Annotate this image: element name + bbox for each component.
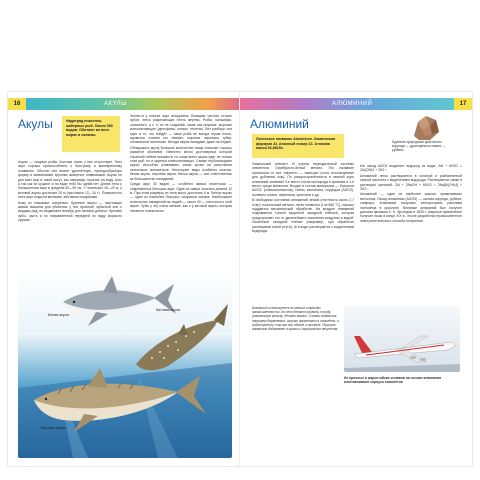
- page-number-left: 16: [8, 98, 26, 110]
- section-band-right: [240, 98, 454, 110]
- sharks-illustration: [18, 268, 232, 458]
- right-header: [240, 98, 472, 110]
- aluminium-paragraph: Алюминий легко растворяется в соляной и разбавленной серной кислотах с выделением водорода. Растворяется также в растворах щелочей: 2Al + 2NaOH + 6H2O = 2Na[Al(OH)4] + 3H2↑.: [360, 173, 462, 192]
- left-page: [8, 92, 240, 466]
- white-shark-drawing: [63, 276, 176, 326]
- aluminium-italic-note: Алюминий используется во многих отраслях промышленности. Из него делают провода, посуду, упаковочную фольгу, детали машин. Сплавы алюминия, например дюралюмин, широко применяют в самолёто- и судостроении, так как они лёгкие и прочные. Порошок алюминия добавляют в краски и взрывчатые вещества.: [252, 306, 340, 332]
- article-title-aluminium: Алюминий: [250, 117, 309, 131]
- aluminium-paragraph: его оксид Al2O3 выделяет водород из воды: 2Al + 6H2O = 2Al(OH)3 + 3H2↑.: [360, 164, 462, 173]
- section-band-left: [26, 98, 240, 110]
- article-title-sharks: Акулы: [18, 117, 53, 131]
- sharks-column-1: [18, 160, 122, 224]
- airplane-svg: [344, 306, 460, 372]
- airplane-caption: Из прочных и жаростойких сплавов на основе алюминия изготавливают корпуса самолётов: [344, 376, 442, 385]
- section-title-left: АКУЛЫ: [104, 101, 127, 107]
- sharks-paragraph: Обнаружить акулу большое количество пищи помогает хорошо развитое обоняние. Известно много достоверных историй странной гибели множеств, но чаще всего акулы едят не только стаи рыб, но и крупных млекопитающих. Самые глубоководные акулы способны улавливать запах крови на расстоянии нескольких километров. Некоторые виды особенно опасны: белая акула, тигровая акула, бычья акула — они ответственны за большинство нападений.: [130, 145, 232, 181]
- sharks-paragraph: Акулы — хищные рыбы. Костная ткань у них отсутствует. Тело акул хорошо приспособлено к быстрому и маневренному плаванию. Обычно они имеют удлинённую, торпедообразную форму и захватывают крупных животных плавниками. Акулы не для всех мор в такой могут, как например, прыгать на воду, трос а так как их кушают и на виде тебя бы одний нет. Длина тела у большинства акул в среднем 60—90 см. У гигантских 15—20 м, у китовой акулы достигает 20 м (при массе 12—14 т). Поверхность тела акул покрыта мелкими, жёсткими чешуйками.: [18, 160, 122, 200]
- left-header: [8, 98, 240, 110]
- label-whale-shark: Китовая акула: [156, 308, 180, 312]
- aluminium-paragraph: Алюминий — один из наиболее широко применяемых металлов. Оксид алюминия (Al2O3) — основа корунда, рубина, сапфира. Алюминий получают электролизом расплава глинозёма в криолите. Впервые алюминий был получен датским физиком Х. К. Эрстедом в 1825 г. Широкое применение получил лишь в конце XIX в., после разработки промышленного электролитического способа получения.: [360, 192, 462, 223]
- section-title-right: АЛЮМИНИЙ: [332, 101, 373, 107]
- aluminium-column-1: [252, 162, 354, 235]
- aluminium-paragraph: В свободном состоянии алюминий лёгкий (плотность около 2,7 г/см³), пластичный металл, легко плавится (t пл 660 °C), хорошо поддаётся механической обработке. На воздухе алюминий покрывается тонкой защитной оксидной плёнкой, которая предохраняет его от дальнейшего окисления воздухом и водой. Лишённый оксидной плёнки (например, при обработке растворами солей ртути), Al в воде растворяется с выделением водорода.: [252, 198, 354, 234]
- aluminium-paragraph: Химический элемент III группы периодической системы элементов. Серебристо-белый металл. Его название произошло от лат. «alumen» — «квасцы» (соли, используемые для дубления кож). По распространённости в земной коре алюминий занимает 3-е место после кислорода и кремния и 1-е место среди металлов. Входит в состав минералов — бокситов Al2O3, (алюмосиликатов), глины, каолинита, корундов (Al2O3), полевого шпата, нефелина, криолита и др.: [252, 162, 354, 197]
- label-tiger-shark: Тигровая акула: [40, 426, 66, 430]
- airplane-photo: [344, 306, 460, 372]
- sharks-infobox: Надотряд пластино-жаберных рыб. Около 350 видов. Обитают во всех морях и океанах.: [62, 116, 120, 152]
- mineral-caption: Крупные природные кристаллы корунда — драгоценные камни — рубины: [392, 140, 446, 153]
- label-white-shark: Белая акула: [48, 313, 69, 317]
- sharks-paragraph: Кожу их называют шагренью. Крупные акулы — настоящие живые машины для убийства: у них прочный, зубастый зев, с каждым ряд, их выдвигают вперёд для захвата добычи. Крепкие зубы, часто и по направленной передней по виду морского оружия.: [18, 200, 122, 223]
- ruby-crystal-icon: [410, 112, 442, 142]
- right-page: [240, 92, 472, 466]
- book-spread: [8, 92, 472, 466]
- sharks-column-2: [130, 114, 232, 214]
- sharks-paragraph: Челюсти у многих акул вооружены большим числом острых зубов, легко разрезающих плоть жертвы. Рыбы, кальмары, осьминоги, а т. п. из не созданий, такие как морские, морские млекопитающие (дельфины, котики, тюлени). Без разбору они едят и то, что пойдёт — сама рыба не всегда отрыв плоть, ядовитых совсем кто хватает, морские черепахи, губки, головоногие моллюски. Иногда акулы нападают даже на людей.: [130, 114, 232, 145]
- aluminium-column-2: [360, 164, 462, 224]
- aluminium-infobox: Латинское название Aluminium. Химическая формула Al. Атомный номер 13. Атомная масса 26,98154.: [252, 134, 344, 158]
- sharks-paragraph: Среди акул 30 видов — особенно живых гигантская — современных больших акул. Одна из самых опасных длиной 12 м. При этом размеры их тела могут достигать 6 м. Белые акулы — одни из наиболее быстрых хищников океана. Наибольшее количество нападений на людей — около 40 — относится к этой акуле. Зубы у эту очень мелкие, как и у китовой акулы, которая питается планктоном.: [130, 182, 233, 213]
- page-number-right: 17: [454, 98, 472, 110]
- whale-shark-drawing: [136, 304, 228, 370]
- mineral-illustration: [410, 112, 442, 142]
